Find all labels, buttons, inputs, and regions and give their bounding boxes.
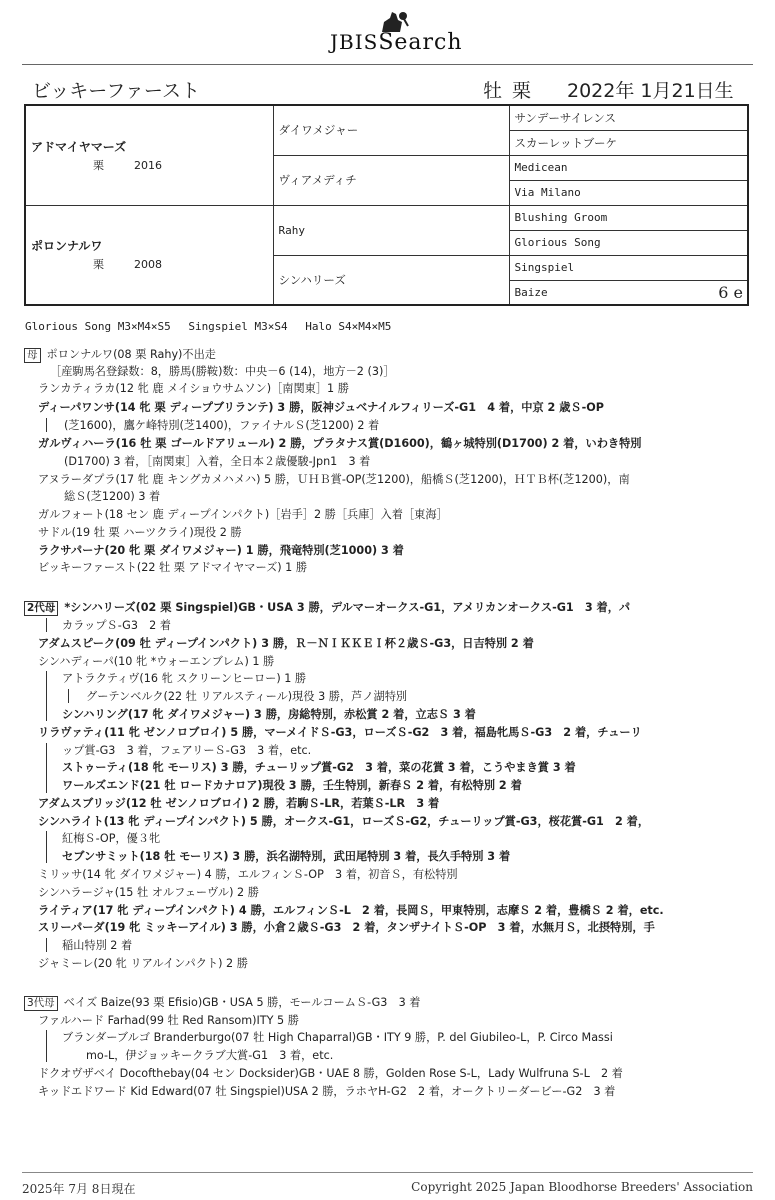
tree-bar <box>46 831 47 863</box>
list-item-continued: カラップＳ-G3 2 着 <box>62 619 171 632</box>
list-item[interactable]: ファルハード Farhad(99 牡 Red Ransom)ITY 5 勝 <box>38 1014 299 1027</box>
list-item[interactable]: シンハリング(17 牝 ダイワメジャー) 3 勝，房総特別，赤松賞 2 着，立志Ｓ 3 着 <box>62 708 476 721</box>
list-item[interactable]: アダムスブリッジ(12 牡 ゼンノロブロイ) 2 勝，若駒Ｓ-LR，若葉Ｓ-LR 3 着 <box>38 797 440 810</box>
list-item[interactable]: ガルヴィハーラ(16 牡 栗 ゴールドアリュール) 2 勝，プラタナス賞(D1600)，鶴ヶ城特別(D1700) 2 着，いわき特別 <box>38 437 642 450</box>
dam-offspring-stats: ［産駒馬名登録数：8，勝馬(勝鞍)数：中央－6 (14)，地方－2 (3)］ <box>50 365 395 378</box>
list-item[interactable]: ガルフォート(18 セン 鹿 ディープインパクト)［岩手］2 勝［兵庫］入着［東海］ <box>38 508 448 521</box>
continuation-bar <box>46 418 47 432</box>
list-item[interactable]: シンハディーパ(10 牝 *ウォーエンブレム) 1 勝 <box>38 655 275 668</box>
horse-sex: 牡 <box>483 80 503 102</box>
list-item[interactable]: スリーパーダ(19 牝 ミッキーアイル) 3 勝，小倉２歳Ｓ-G3 2 着，タンザナイトＳ-OP 3 着，水無月Ｓ，北摂特別，手 <box>38 921 655 934</box>
dam-name: ポロンナルワ <box>31 239 103 254</box>
family-number: 6 e <box>718 282 743 302</box>
list-item[interactable]: シンハラージャ(15 牡 オルフェーヴル) 2 勝 <box>38 886 259 899</box>
horse-name: ビッキーファースト <box>32 80 200 102</box>
list-item[interactable]: キッドエドワード Kid Edward(07 牡 Singspiel)USA 2 勝，ラホヤH-G2 2 着，オークトリーダービー-G2 3 着 <box>38 1085 616 1098</box>
pedigree-g3-3[interactable]: Medicean <box>509 155 748 180</box>
logo-text-jbis: JBIS <box>330 30 379 54</box>
list-item-continued: (芝1600)，鷹ケ峰特別(芝1400)，ファイナルＳ(芝1200) 2 着 <box>64 419 380 432</box>
list-item[interactable]: ジャミーレ(20 牝 リアルインパクト) 2 勝 <box>38 957 248 970</box>
footer-date: 2025年 7月 8日現在 <box>22 1182 136 1196</box>
dam-section-head <box>24 347 216 363</box>
horse-birth: 2022年 1月21日生 <box>567 80 734 102</box>
dam-line[interactable]: ポロンナルワ(08 栗 Rahy)不出走 <box>46 348 216 361</box>
dam-tag: 母 <box>24 348 41 363</box>
list-item[interactable]: セブンサミット(18 牡 モーリス) 3 勝，浜名湖特別，武田尾特別 3 着，長久手特別 3 着 <box>62 850 511 863</box>
sire-meta <box>93 157 273 173</box>
sire-color: 栗 <box>93 158 104 172</box>
list-item[interactable]: アヌラーダプラ(17 牝 鹿 キングカメハメハ) 5 勝，ＵＨＢ賞-OP(芝1200)，船橋Ｓ(芝1200)，ＨＴＢ杯(芝1200)，南 <box>38 473 630 486</box>
g3-tag: 3代母 <box>24 996 58 1011</box>
list-item[interactable]: アダムスピーク(09 牡 ディープインパクト) 3 勝，Ｒ－ＮＩＫＫＥＩ杯２歳Ｓ-G3，日吉特別 2 着 <box>38 637 534 650</box>
list-item[interactable]: ディーパワンサ(14 牝 栗 ディープブリランテ) 3 勝，阪神ジュベナイルフィリーズ-G1 4 着，中京 2 歳Ｓ-OP <box>38 401 604 414</box>
sire-year: 2016 <box>134 158 162 172</box>
list-item[interactable]: アトラクティヴ(16 牝 スクリーンヒーロー) 1 勝 <box>62 672 307 685</box>
pedigree-g2-3[interactable]: Rahy <box>273 205 509 255</box>
pedigree-g2-2[interactable]: ヴィアメディチ <box>273 155 509 205</box>
pedigree-g3-8[interactable] <box>509 280 748 305</box>
pedigree-g2-1[interactable]: ダイワメジャー <box>273 105 509 155</box>
list-item[interactable]: ビッキーファースト(22 牡 栗 アドマイヤマーズ) 1 勝 <box>38 561 308 574</box>
inbreeding-crosses: Glorious Song M3×M4×S5 Singspiel M3×S4 Halo S4×M4×M5 <box>25 320 392 333</box>
list-item[interactable]: ドクオヴザベイ Docofthebay(04 セン Docksider)GB・UAE 8 勝，Golden Rose S-L，Lady Wulfruna S-L 2 着 <box>38 1067 623 1080</box>
horse-header <box>32 76 753 102</box>
sire-name: アドマイヤマーズ <box>31 139 127 154</box>
g2-section-head <box>24 600 630 616</box>
dam-color: 栗 <box>93 258 104 272</box>
pedigree-dam[interactable] <box>25 205 273 305</box>
list-item-continued: 紅梅Ｓ-OP，優３牝 <box>62 832 161 845</box>
pedigree-g3-1[interactable]: サンデーサイレンス <box>509 105 748 130</box>
header-rule <box>22 64 753 65</box>
list-item[interactable]: ライティア(17 牝 ディープインパクト) 4 勝，エルフィンＳ-L 2 着，長岡Ｓ，甲東特別，志摩Ｓ 2 着，豊橋Ｓ 2 着，etc. <box>38 904 664 917</box>
pedigree-sire[interactable] <box>25 105 273 205</box>
tree-bar <box>68 689 69 703</box>
pedigree-g3-2[interactable]: スカーレットブーケ <box>509 130 748 155</box>
list-item-continued: mo-L，伊ジョッキークラブ大賞-G1 3 着，etc. <box>86 1049 334 1062</box>
list-item-continued: 稲山特別 2 着 <box>62 939 133 952</box>
list-item[interactable]: サドル(19 牡 栗 ハーツクライ)現役 2 勝 <box>38 526 242 539</box>
footer-rule <box>22 1172 753 1173</box>
g3-dam-line[interactable]: ベイズ Baize(93 栗 Efisio)GB・USA 5 勝，モールコームＳ-G3 3 着 <box>63 996 421 1009</box>
continuation-bar <box>46 938 47 952</box>
footer-copyright: Copyright 2025 Japan Bloodhorse Breeders' Association <box>411 1180 753 1194</box>
list-item[interactable]: リラヴァティ(11 牝 ゼンノロブロイ) 5 勝，マーメイドＳ-G3，ローズＳ-G2 3 着，福島牝馬Ｓ-G3 2 着，チューリ <box>38 726 642 739</box>
pedigree-table <box>24 104 749 306</box>
pedigree-g3-6[interactable]: Glorious Song <box>509 230 748 255</box>
tree-bar <box>46 1030 47 1062</box>
pedigree-g3-7[interactable]: Singspiel <box>509 255 748 280</box>
list-item[interactable]: ミリッサ(14 牝 ダイワメジャー) 4 勝，エルフィンＳ-OP 3 着，初音Ｓ，有松特別 <box>38 868 458 881</box>
g2-dam-line[interactable]: *シンハリーズ(02 栗 Singspiel)GB・USA 3 勝，デルマーオークス-G1，アメリカンオークス-G1 3 着，パ <box>64 601 631 614</box>
g3-section-head <box>24 995 420 1011</box>
tree-bar <box>46 743 47 793</box>
horse-color: 栗 <box>512 80 532 102</box>
logo-text-search: Search <box>378 30 463 55</box>
g2-tag: 2代母 <box>24 601 58 616</box>
list-item-continued: ップ賞-G3 3 着，フェアリーＳ-G3 3 着，etc. <box>62 744 312 757</box>
list-item[interactable]: ラクサパーナ(20 牝 栗 ダイワメジャー) 1 勝，飛竜特別(芝1000) 3 着 <box>38 544 404 557</box>
dam-year: 2008 <box>134 258 162 272</box>
dam-meta <box>93 256 273 272</box>
list-item[interactable]: ワールズエンド(21 牡 ロードカナロア)現役 3 勝，壬生特別，新春Ｓ 2 着，有松特別 2 着 <box>62 779 522 792</box>
pedigree-g3-5[interactable]: Blushing Groom <box>509 205 748 230</box>
list-item-continued: (D1700) 3 着，［南関東］入着，全日本２歳優駿-Jpn1 3 着 <box>64 455 371 468</box>
jbis-search-logo[interactable] <box>330 10 463 55</box>
tree-bar <box>46 671 47 721</box>
continuation-bar <box>46 618 47 632</box>
logo-text <box>330 30 463 55</box>
list-item[interactable]: シンハライト(13 牝 ディープインパクト) 5 勝，オークス-G1，ローズＳ-G2，チューリップ賞-G3，桜花賞-G1 2 着， <box>38 815 650 828</box>
list-item[interactable]: ブランダーブルゴ Branderburgo(07 牡 High Chaparral)GB・ITY 9 勝，P. del Giubileo-L，P. Circo Massi <box>62 1031 613 1044</box>
list-item[interactable]: ストゥーティ(18 牝 モーリス) 3 勝，チューリップ賞-G2 3 着，菜の花賞 3 着，こうやまき賞 3 着 <box>62 761 576 774</box>
pedigree-g2-4[interactable]: シンハリーズ <box>273 255 509 305</box>
pedigree-g3-8-name: Baize <box>514 285 548 299</box>
pedigree-g3-4[interactable]: Via Milano <box>509 180 748 205</box>
list-item[interactable]: ランカティラカ(12 牝 鹿 メイショウサムソン)［南関東］1 勝 <box>38 382 349 395</box>
list-item[interactable]: グーテンベルク(22 牡 リアルスティール)現役 3 勝，芦ノ湖特別 <box>86 690 408 703</box>
list-item-continued: 総Ｓ(芝1200) 3 着 <box>64 490 161 503</box>
